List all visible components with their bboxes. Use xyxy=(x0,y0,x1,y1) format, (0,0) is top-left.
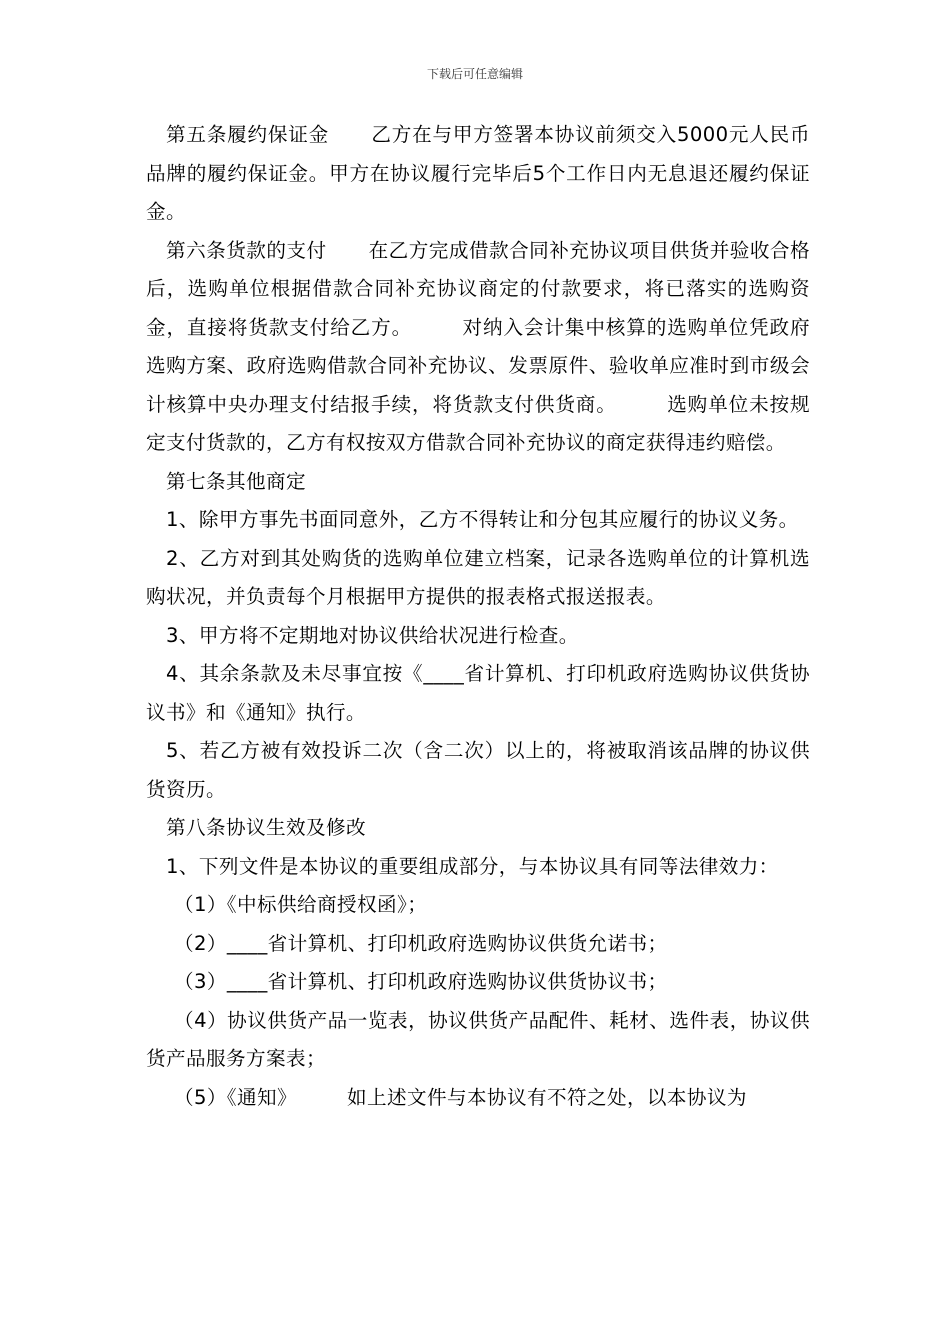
article-6 xyxy=(146,232,810,463)
article-7-item-3: 3、甲方将不定期地对协议供给状况进行检查。 xyxy=(166,623,579,647)
article-8-doc-2: （2）____省计算机、打印机政府选购协议供货允诺书； xyxy=(174,931,668,955)
article-5-title: 第五条履约保证金 xyxy=(166,123,330,146)
article-7-item-1: 1、除甲方事先书面同意外，乙方不得转让和分包其应履行的协议义务。 xyxy=(166,508,799,531)
article-6-body-1: 在乙方完成借款合同补充协议项目供货并验收合格后，选购单位根据借款合同补充协议商定的付款要求，将已落实的选购资金，直接将货款支付给乙方。 xyxy=(146,238,810,339)
document-body xyxy=(146,116,810,1117)
article-7-item-4: 4、其余条款及未尽事宜按《____省计算机、打印机政府选购协议供货协议书》和《通知》执行。 xyxy=(146,662,810,724)
article-6-body-3: 选购单位未按规定支付货款的，乙方有权按双方借款合同补充协议的商定获得违约赔偿。 xyxy=(146,392,810,454)
article-7-item-5: 5、若乙方被有效投诉二次（含二次）以上的，将被取消该品牌的协议供货资历。 xyxy=(146,739,810,801)
article-8-doc-4: （4）协议供货产品一览表，协议供货产品配件、耗材、选件表，协议供货产品服务方案表； xyxy=(146,1008,810,1070)
article-6-body-2: 对纳入会计集中核算的选购单位凭政府选购方案、政府选购借款合同补充协议、发票原件、验收单应准时到市级会计核算中央办理支付结报手续，将货款支付供货商。 xyxy=(146,315,810,416)
article-8-doc-5-label: （5）《通知》 xyxy=(174,1085,298,1109)
article-7-title: 第七条其他商定 xyxy=(166,469,306,493)
article-8-doc-1: （1）《中标供给商授权函》； xyxy=(174,893,428,916)
article-5-body: 乙方在与甲方签署本协议前须交入5000元人民币品牌的履约保证金。甲方在协议履行完毕后5个工作日内无息退还履约保证金。 xyxy=(146,123,810,223)
article-7-item-2: 2、乙方对到其处购货的选购单位建立档案，记录各选购单位的计算机选购状况，并负责每个月根据甲方提供的报表格式报送报表。 xyxy=(146,546,810,608)
article-8-item-1: 1、下列文件是本协议的重要组成部分，与本协议具有同等法律效力： xyxy=(166,854,779,878)
article-8-tail: 如上述文件与本协议有不符之处，以本协议为 xyxy=(347,1085,747,1109)
page-header: 下载后可任意编辑 xyxy=(426,67,523,81)
article-6-title: 第六条货款的支付 xyxy=(166,238,327,262)
article-8-doc-5 xyxy=(146,1079,810,1118)
article-8-doc-3: （3）____省计算机、打印机政府选购协议供货协议书； xyxy=(174,970,668,993)
article-5 xyxy=(146,116,810,232)
article-8-title: 第八条协议生效及修改 xyxy=(166,816,366,839)
